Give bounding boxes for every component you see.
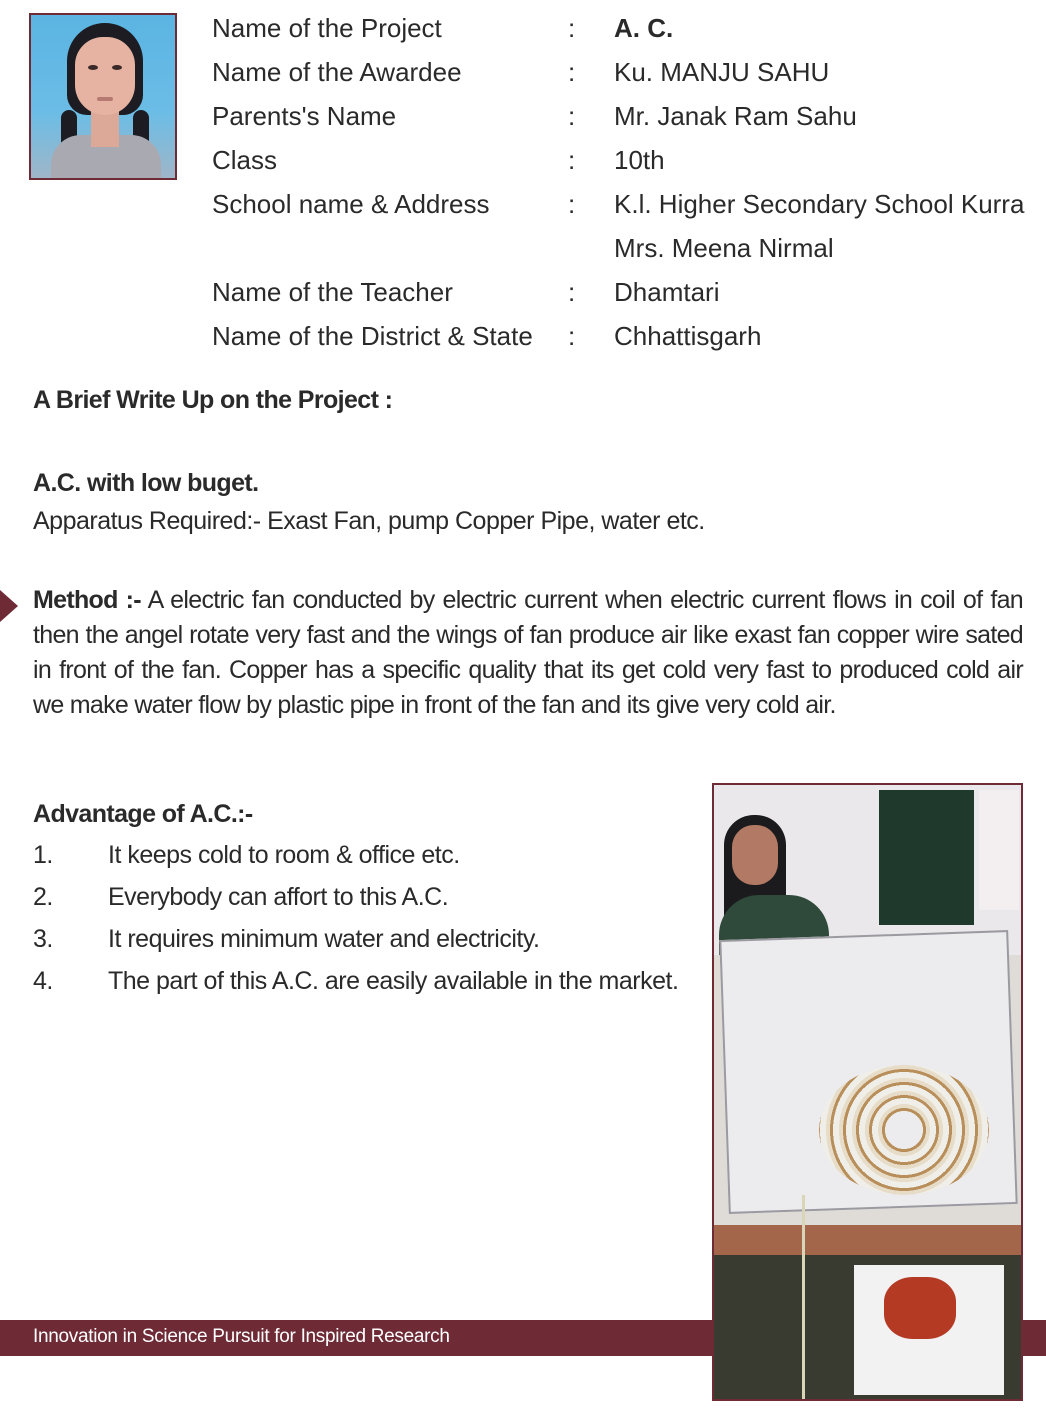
info-value: Mrs. Meena Nirmal: [614, 233, 834, 263]
portrait-neck: [91, 111, 119, 147]
info-value: Chhattisgarh: [614, 321, 762, 351]
info-colon: :: [568, 57, 576, 87]
awardee-portrait-photo: [29, 13, 177, 180]
list-item-text: It keeps cold to room & office etc.: [108, 841, 460, 869]
list-item-text: It requires minimum water and electricity.: [108, 925, 540, 953]
list-item-number: 4.: [33, 967, 53, 995]
portrait-face: [75, 37, 135, 115]
info-value: Mr. Janak Ram Sahu: [614, 101, 857, 131]
project-title: A.C. with low buget.: [33, 469, 259, 497]
portrait-eye-right: [112, 65, 122, 70]
apparatus-text: Apparatus Required:- Exast Fan, pump Copper Pipe, water etc.: [33, 507, 705, 535]
info-colon: :: [568, 321, 576, 351]
info-colon: :: [568, 189, 576, 219]
info-label: Name of the Teacher: [212, 277, 453, 307]
list-item: [33, 880, 698, 915]
info-label: Parents's Name: [212, 101, 397, 131]
list-item: [33, 838, 698, 873]
writeup-heading: A Brief Write Up on the Project :: [33, 386, 393, 414]
info-value: K.l. Higher Secondary School Kurra: [614, 189, 1025, 219]
footer-text: Innovation in Science Pursuit for Inspired Research: [33, 1326, 450, 1347]
photo-pipe: [802, 1195, 805, 1401]
list-item-text: The part of this A.C. are easily available in the market.: [108, 967, 679, 995]
list-item-number: 2.: [33, 883, 53, 911]
info-label: School name & Address: [212, 189, 490, 219]
list-item: [33, 964, 698, 999]
advantages-heading: Advantage of A.C.:-: [33, 800, 253, 828]
info-label: Name of the Project: [212, 13, 442, 43]
project-model-photo: [712, 783, 1023, 1401]
photo-table: [714, 1225, 1021, 1255]
method-paragraph: [33, 583, 1023, 723]
list-item-number: 3.: [33, 925, 53, 953]
info-colon: :: [568, 101, 576, 131]
photo-water-pot: [884, 1277, 956, 1339]
portrait-mouth: [97, 97, 113, 101]
info-colon: :: [568, 145, 576, 175]
portrait-eye-left: [88, 65, 98, 70]
info-value: 10th: [614, 145, 665, 175]
info-value: Ku. MANJU SAHU: [614, 57, 830, 87]
info-value: A. C.: [614, 13, 674, 43]
list-item-number: 1.: [33, 841, 53, 869]
info-value: Dhamtari: [614, 277, 720, 307]
method-label: Method :-: [33, 586, 141, 614]
info-label: Name of the District & State: [212, 321, 533, 351]
list-item-text: Everybody can affort to this A.C.: [108, 883, 449, 911]
section-marker-arrow-icon: [0, 590, 18, 622]
advantages-list: [33, 838, 698, 1006]
photo-blackboard: [879, 790, 974, 925]
photo-copper-coil: [819, 1065, 989, 1195]
list-item: [33, 922, 698, 957]
info-label: Class: [212, 145, 278, 175]
info-colon: :: [568, 277, 576, 307]
photo-chart-paper: [979, 790, 1019, 910]
photo-student-face: [732, 825, 778, 885]
method-text: A electric fan conducted by electric current when electric current flows in coil of fan then the angel rotate very fast and the wings of fan produce air like exast fan copper wire sated in front of the fan. Copper has a specific quality that its get cold very fast to produced cold air we make water flow by plastic pipe in front of the fan and its give very cold air.: [33, 586, 1023, 719]
info-label: Name of the Awardee: [212, 57, 462, 87]
info-colon: :: [568, 13, 576, 43]
